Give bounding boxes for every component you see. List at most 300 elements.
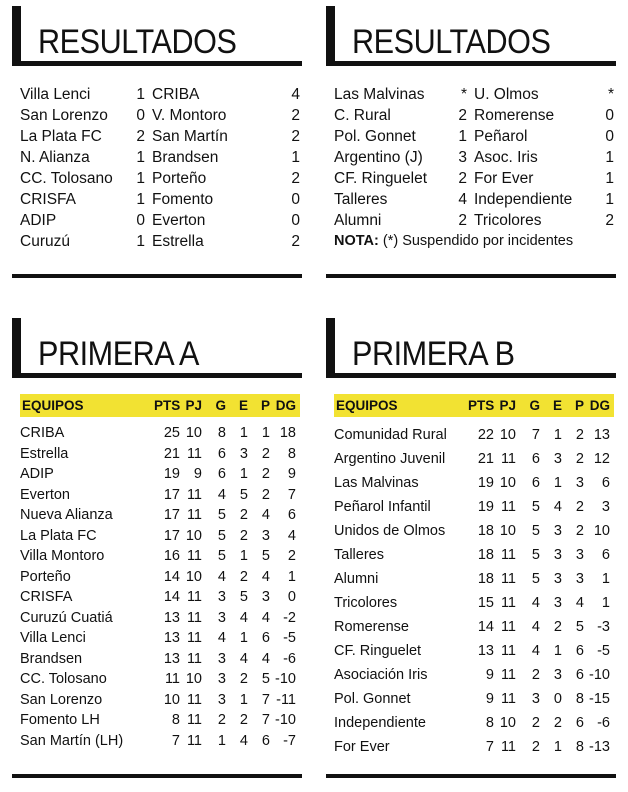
cell-pts: 18: [477, 523, 494, 539]
away-team: Tricolores: [474, 211, 542, 229]
home-score: 0: [136, 211, 145, 229]
bottom-rule: [326, 774, 616, 778]
cell-team: Tricolores: [334, 595, 398, 611]
standings-table: [20, 394, 300, 751]
cell-team: Porteño: [20, 568, 71, 585]
heading-bar: [12, 318, 21, 378]
cell-p: 4: [261, 650, 270, 667]
cell-dg: 3: [601, 499, 610, 515]
cell-e: 1: [239, 691, 248, 708]
cell-g: 3: [217, 609, 226, 626]
cell-g: 6: [217, 466, 226, 483]
cell-e: 4: [239, 650, 248, 667]
cell-pj: 11: [186, 712, 202, 729]
cell-g: 3: [217, 691, 226, 708]
heading-rule: [21, 373, 302, 378]
home-team: Argentino (J): [334, 148, 423, 166]
cell-dg: -10: [589, 667, 610, 683]
cell-e: 2: [553, 715, 562, 731]
cell-pts: 18: [477, 571, 494, 587]
home-team: ADIP: [20, 211, 57, 229]
match-row: [334, 168, 614, 189]
cell-pts: 9: [485, 691, 494, 707]
cell-g: 8: [217, 425, 226, 442]
cell-pts: 10: [163, 691, 180, 708]
cell-pj: 11: [500, 595, 516, 611]
table-row: [334, 663, 614, 687]
cell-team: For Ever: [334, 739, 390, 755]
column-header-e: E: [552, 398, 562, 413]
cell-p: 6: [261, 630, 270, 647]
bottom-rule: [12, 774, 302, 778]
away-team: U. Olmos: [474, 85, 539, 103]
cell-e: 2: [239, 527, 248, 544]
footnote: [334, 231, 614, 252]
cell-e: 1: [553, 643, 562, 659]
heading-bar: [12, 6, 21, 66]
table-row: [20, 464, 300, 485]
cell-p: 5: [575, 619, 584, 635]
home-team: CF. Ringuelet: [334, 169, 428, 187]
cell-pts: 19: [477, 475, 494, 491]
cell-pj: 11: [500, 643, 516, 659]
cell-team: ADIP: [20, 466, 54, 483]
cell-p: 5: [261, 548, 270, 565]
home-score: 2: [136, 127, 145, 145]
away-team: Peñarol: [474, 127, 528, 145]
cell-p: 6: [575, 643, 584, 659]
cell-pj: 11: [186, 650, 202, 667]
cell-p: 2: [575, 523, 584, 539]
cell-team: Unidos de Olmos: [334, 523, 446, 539]
cell-team: Villa Montoro: [20, 548, 105, 565]
cell-pts: 17: [163, 486, 180, 503]
home-score: 1: [136, 169, 145, 187]
away-team: Fomento: [152, 190, 214, 208]
cell-e: 1: [239, 425, 248, 442]
cell-e: 1: [553, 427, 562, 443]
away-team: Brandsen: [152, 148, 219, 166]
cell-team: Estrella: [20, 445, 69, 462]
away-score: 4: [291, 85, 300, 103]
away-score: 1: [605, 169, 614, 187]
cell-g: 4: [217, 568, 226, 585]
cell-dg: 13: [593, 427, 610, 443]
heading-rule: [335, 373, 616, 378]
home-score: 1: [136, 85, 145, 103]
cell-team: San Lorenzo: [20, 691, 103, 708]
cell-e: 2: [239, 568, 248, 585]
table-row: [20, 649, 300, 670]
standings-table: [334, 394, 614, 759]
home-team: N. Alianza: [20, 148, 90, 166]
cell-dg: -5: [597, 643, 610, 659]
cell-dg: 4: [287, 527, 296, 544]
away-score: 2: [291, 106, 300, 124]
home-score: 2: [458, 211, 467, 229]
cell-dg: 6: [601, 547, 610, 563]
away-team: For Ever: [474, 169, 534, 187]
cell-g: 6: [531, 451, 540, 467]
table-header: [334, 394, 614, 417]
cell-pts: 15: [477, 595, 494, 611]
home-score: 1: [136, 232, 145, 250]
column-header-dg: DG: [275, 398, 296, 413]
cell-p: 1: [261, 425, 270, 442]
cell-team: Argentino Juvenil: [334, 451, 446, 467]
column-header-g: G: [215, 398, 226, 413]
home-score: *: [460, 85, 467, 103]
cell-e: 3: [553, 571, 562, 587]
cell-e: 3: [553, 547, 562, 563]
away-score: 0: [291, 190, 300, 208]
cell-dg: -5: [283, 630, 296, 647]
cell-p: 6: [261, 732, 270, 749]
cell-p: 6: [575, 715, 584, 731]
table-row: [20, 628, 300, 649]
cell-g: 5: [531, 523, 540, 539]
table-header: [20, 394, 300, 417]
cell-pts: 9: [485, 667, 494, 683]
cell-pj: 11: [500, 451, 516, 467]
cell-p: 4: [575, 595, 584, 611]
cell-dg: -7: [283, 732, 296, 749]
table-row: [334, 543, 614, 567]
results-panel-b: [326, 6, 616, 278]
cell-pts: 13: [163, 630, 180, 647]
cell-pts: 8: [485, 715, 494, 731]
section-heading: [12, 318, 302, 378]
cell-pts: 11: [164, 671, 180, 688]
cell-e: 3: [553, 451, 562, 467]
cell-dg: -2: [283, 609, 296, 626]
results-list: [334, 84, 614, 252]
cell-e: 2: [239, 671, 248, 688]
results-panel-a: [12, 6, 302, 278]
away-score: 0: [291, 211, 300, 229]
cell-g: 6: [217, 445, 226, 462]
cell-e: 1: [553, 739, 562, 755]
cell-dg: -6: [597, 715, 610, 731]
column-header-p: P: [260, 398, 270, 413]
section-title: RESULTADOS: [352, 23, 551, 61]
cell-g: 4: [531, 643, 540, 659]
away-score: 0: [605, 106, 614, 124]
cell-p: 2: [575, 499, 584, 515]
cell-g: 6: [531, 475, 540, 491]
cell-pts: 21: [477, 451, 494, 467]
cell-g: 4: [531, 595, 540, 611]
cell-e: 3: [553, 667, 562, 683]
cell-team: CRISFA: [20, 589, 73, 606]
section-title: RESULTADOS: [38, 23, 237, 61]
cell-team: Pol. Gonnet: [334, 691, 411, 707]
cell-g: 2: [531, 739, 540, 755]
cell-dg: 18: [279, 425, 296, 442]
table-row: [20, 608, 300, 629]
match-row: [334, 105, 614, 126]
match-row: [334, 189, 614, 210]
table-row: [20, 587, 300, 608]
cell-dg: 8: [287, 445, 296, 462]
cell-pj: 11: [500, 619, 516, 635]
table-row: [20, 526, 300, 547]
cell-pj: 11: [186, 486, 202, 503]
away-team: Independiente: [474, 190, 573, 208]
cell-g: 2: [531, 667, 540, 683]
cell-pts: 7: [171, 732, 180, 749]
heading-rule: [335, 61, 616, 66]
table-row: [334, 423, 614, 447]
away-score: 2: [291, 169, 300, 187]
cell-g: 4: [217, 486, 226, 503]
column-header-team: EQUIPOS: [22, 398, 84, 413]
results-list: [20, 84, 300, 252]
cell-pj: 11: [500, 499, 516, 515]
section-heading: [12, 6, 302, 66]
away-team: V. Montoro: [152, 106, 227, 124]
cell-p: 3: [261, 589, 270, 606]
section-heading: [326, 6, 616, 66]
cell-team: Las Malvinas: [334, 475, 419, 491]
cell-pts: 13: [477, 643, 494, 659]
home-score: 0: [136, 106, 145, 124]
away-team: Estrella: [152, 232, 204, 250]
cell-pj: 9: [193, 466, 202, 483]
cell-e: 5: [239, 486, 248, 503]
away-score: 1: [605, 190, 614, 208]
cell-pts: 21: [163, 445, 180, 462]
match-row: [20, 231, 300, 252]
cell-pts: 22: [477, 427, 494, 443]
home-team: CRISFA: [20, 190, 76, 208]
cell-dg: -6: [283, 650, 296, 667]
cell-team: Romerense: [334, 619, 409, 635]
cell-e: 3: [239, 445, 248, 462]
table-row: [334, 447, 614, 471]
cell-pts: 14: [163, 589, 180, 606]
cell-g: 5: [217, 548, 226, 565]
home-team: Villa Lenci: [20, 85, 91, 103]
home-score: 3: [458, 148, 467, 166]
cell-pts: 16: [163, 548, 180, 565]
cell-pj: 11: [186, 732, 202, 749]
cell-pj: 11: [186, 589, 202, 606]
cell-pj: 11: [500, 667, 516, 683]
cell-dg: 7: [287, 486, 296, 503]
cell-e: 4: [239, 732, 248, 749]
cell-pj: 11: [186, 548, 202, 565]
cell-e: 2: [239, 712, 248, 729]
cell-pj: 11: [186, 630, 202, 647]
cell-e: 3: [553, 595, 562, 611]
home-team: C. Rural: [334, 106, 391, 124]
cell-pts: 14: [477, 619, 494, 635]
match-row: [20, 147, 300, 168]
footnote-label: NOTA:: [334, 233, 379, 249]
match-row: [20, 189, 300, 210]
table-row: [20, 444, 300, 465]
column-header-dg: DG: [589, 398, 610, 413]
table-row: [334, 519, 614, 543]
cell-pts: 8: [171, 712, 180, 729]
cell-g: 3: [217, 671, 226, 688]
cell-pj: 10: [499, 427, 516, 443]
cell-p: 8: [575, 739, 584, 755]
cell-pts: 7: [485, 739, 494, 755]
cell-dg: 9: [287, 466, 296, 483]
table-row: [20, 731, 300, 752]
cell-e: 0: [553, 691, 562, 707]
cell-g: 4: [217, 630, 226, 647]
cell-p: 2: [261, 486, 270, 503]
cell-e: 4: [553, 499, 562, 515]
cell-e: 2: [553, 619, 562, 635]
home-team: Pol. Gonnet: [334, 127, 416, 145]
cell-dg: -13: [589, 739, 610, 755]
match-row: [20, 210, 300, 231]
home-team: Talleres: [334, 190, 388, 208]
match-row: [20, 105, 300, 126]
cell-dg: 1: [601, 571, 610, 587]
table-row: [334, 567, 614, 591]
table-row: [334, 471, 614, 495]
cell-g: 5: [217, 527, 226, 544]
section-heading: [326, 318, 616, 378]
match-row: [334, 84, 614, 105]
cell-team: Brandsen: [20, 650, 83, 667]
cell-team: Nueva Alianza: [20, 507, 113, 524]
cell-p: 3: [575, 571, 584, 587]
cell-dg: -11: [276, 691, 296, 708]
match-row: [20, 84, 300, 105]
table-row: [334, 591, 614, 615]
cell-pj: 11: [500, 571, 516, 587]
cell-pts: 17: [163, 527, 180, 544]
match-row: [334, 126, 614, 147]
away-score: 2: [605, 211, 614, 229]
table-row: [334, 735, 614, 759]
away-team: Romerense: [474, 106, 555, 124]
cell-e: 1: [239, 630, 248, 647]
match-row: [334, 147, 614, 168]
section-title: PRIMERA B: [352, 335, 515, 373]
cell-g: 2: [531, 715, 540, 731]
cell-p: 2: [261, 445, 270, 462]
cell-pts: 18: [477, 547, 494, 563]
home-score: 2: [458, 169, 467, 187]
cell-pts: 25: [163, 425, 180, 442]
cell-dg: 1: [287, 568, 296, 585]
cell-p: 6: [575, 667, 584, 683]
cell-e: 4: [239, 609, 248, 626]
cell-pj: 10: [185, 568, 202, 585]
cell-team: Comunidad Rural: [334, 427, 447, 443]
table-row: [334, 495, 614, 519]
cell-pj: 10: [499, 715, 516, 731]
cell-dg: -3: [597, 619, 610, 635]
match-row: [334, 210, 614, 231]
away-team: CRIBA: [152, 85, 200, 103]
away-score: 0: [605, 127, 614, 145]
cell-team: La Plata FC: [20, 527, 97, 544]
cell-p: 4: [261, 507, 270, 524]
cell-pj: 11: [186, 691, 202, 708]
cell-pj: 11: [186, 609, 202, 626]
away-team: Asoc. Iris: [474, 148, 538, 166]
cell-pts: 13: [163, 650, 180, 667]
cell-e: 1: [553, 475, 562, 491]
column-header-e: E: [238, 398, 248, 413]
home-team: Curuzú: [20, 232, 70, 250]
away-score: 1: [605, 148, 614, 166]
column-header-pts: PTS: [468, 398, 495, 413]
heading-rule: [21, 61, 302, 66]
cell-g: 2: [217, 712, 226, 729]
cell-team: CC. Tolosano: [20, 671, 107, 688]
cell-pj: 11: [186, 445, 202, 462]
home-team: Alumni: [334, 211, 382, 229]
cell-p: 3: [261, 527, 270, 544]
table-row: [20, 669, 300, 690]
cell-team: CRIBA: [20, 425, 65, 442]
away-team: San Martín: [152, 127, 228, 145]
away-team: Porteño: [152, 169, 207, 187]
cell-g: 3: [217, 650, 226, 667]
column-header-p: P: [574, 398, 584, 413]
cell-g: 3: [217, 589, 226, 606]
cell-team: CF. Ringuelet: [334, 643, 422, 659]
cell-pts: 13: [163, 609, 180, 626]
cell-pj: 10: [185, 671, 202, 688]
heading-bar: [326, 6, 335, 66]
cell-pj: 11: [500, 739, 516, 755]
table-row: [20, 423, 300, 444]
cell-e: 3: [553, 523, 562, 539]
cell-team: Asociación Iris: [334, 667, 428, 683]
cell-pj: 10: [185, 527, 202, 544]
table-row: [334, 711, 614, 735]
cell-pj: 11: [500, 691, 516, 707]
cell-dg: -15: [589, 691, 610, 707]
home-team: La Plata FC: [20, 127, 102, 145]
table-row: [334, 639, 614, 663]
cell-e: 1: [239, 466, 248, 483]
cell-e: 2: [239, 507, 248, 524]
cell-g: 5: [531, 547, 540, 563]
column-header-pts: PTS: [154, 398, 181, 413]
table-row: [20, 690, 300, 711]
home-score: 1: [136, 148, 145, 166]
cell-dg: 6: [601, 475, 610, 491]
cell-g: 1: [217, 732, 226, 749]
away-score: *: [607, 85, 614, 103]
match-row: [20, 168, 300, 189]
cell-g: 3: [531, 691, 540, 707]
cell-dg: 0: [287, 589, 296, 606]
home-team: Las Malvinas: [334, 85, 425, 103]
standings-panel-primera-a: [12, 318, 302, 778]
table-row: [334, 687, 614, 711]
table-row: [20, 567, 300, 588]
cell-pts: 17: [163, 507, 180, 524]
home-team: San Lorenzo: [20, 106, 108, 124]
table-row: [20, 485, 300, 506]
cell-team: San Martín (LH): [20, 732, 124, 749]
cell-pj: 10: [185, 425, 202, 442]
bottom-rule: [326, 274, 616, 278]
bottom-rule: [12, 274, 302, 278]
